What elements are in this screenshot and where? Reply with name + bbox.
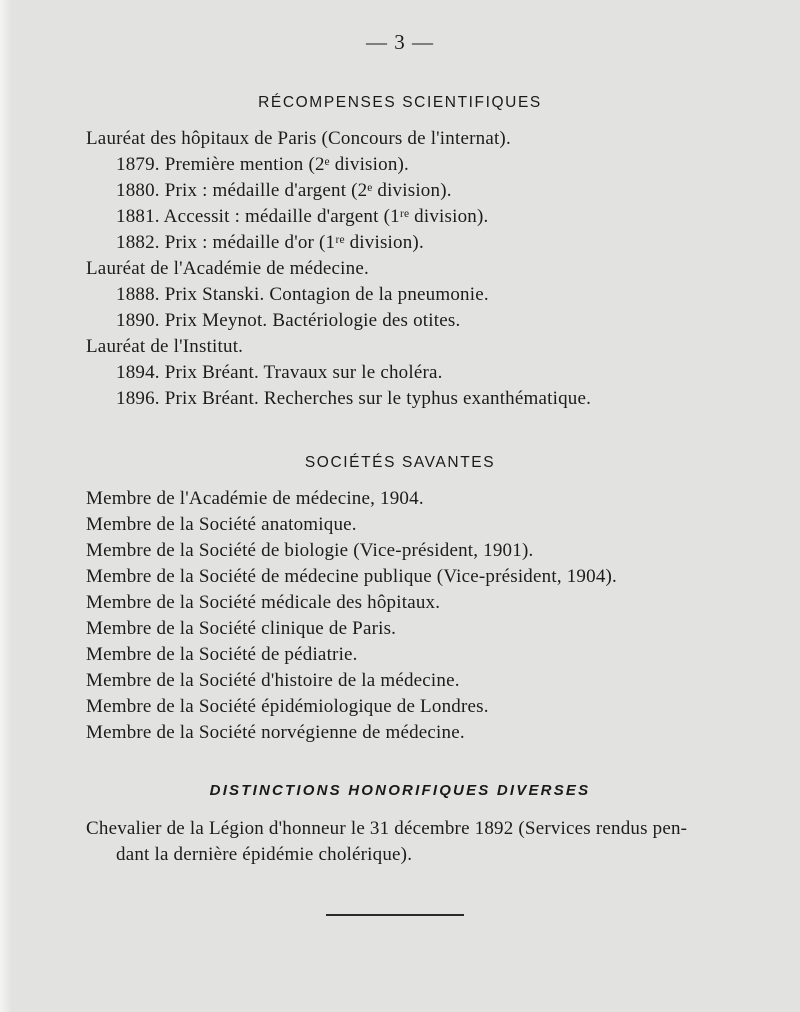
closing-rule: [326, 914, 464, 916]
section-title-distinctions: DISTINCTIONS HONORIFIQUES DIVERSES: [209, 782, 591, 799]
societe-line: Membre de la Société de pédiatrie.: [86, 644, 358, 665]
recompense-line: 1890. Prix Meynot. Bactériologie des otites.: [116, 310, 461, 331]
page-number: — 3 —: [366, 30, 434, 54]
recompense-line: Lauréat des hôpitaux de Paris (Concours de l'internat).: [86, 128, 511, 149]
societe-line: Membre de la Société de biologie (Vice-président, 1901).: [86, 540, 534, 561]
distinction-line: dant la dernière épidémie cholérique).: [116, 844, 413, 865]
recompense-line: 1882. Prix : médaille d'or (1ʳᵉ division).: [116, 232, 424, 253]
recompense-line: Lauréat de l'Académie de médecine.: [86, 258, 369, 279]
section-title-societes: SOCIÉTÉS SAVANTES: [304, 454, 496, 471]
societe-line: Membre de la Société d'histoire de la médecine.: [86, 670, 460, 691]
societe-line: Membre de la Société anatomique.: [86, 514, 357, 535]
societe-line: Membre de l'Académie de médecine, 1904.: [86, 488, 424, 509]
recompense-line: 1896. Prix Bréant. Recherches sur le typhus exanthématique.: [116, 388, 592, 409]
societe-line: Membre de la Société médicale des hôpitaux.: [86, 592, 441, 613]
recompense-line: 1888. Prix Stanski. Contagion de la pneumonie.: [116, 284, 489, 305]
societe-line: Membre de la Société norvégienne de médecine.: [86, 722, 465, 743]
page-edge: [0, 0, 12, 1012]
recompense-line: 1879. Première mention (2ᵉ division).: [116, 154, 410, 175]
societe-line: Membre de la Société de médecine publique (Vice-président, 1904).: [86, 566, 618, 587]
distinction-line: Chevalier de la Légion d'honneur le 31 décembre 1892 (Services rendus pen-: [86, 818, 688, 839]
recompense-line: 1894. Prix Bréant. Travaux sur le choléra.: [116, 362, 443, 383]
section-title-recompenses: RÉCOMPENSES SCIENTIFIQUES: [258, 94, 542, 111]
recompense-line: 1880. Prix : médaille d'argent (2ᵉ division).: [116, 180, 452, 201]
societe-line: Membre de la Société clinique de Paris.: [86, 618, 397, 639]
societe-line: Membre de la Société épidémiologique de Londres.: [86, 696, 489, 717]
recompense-line: 1881. Accessit : médaille d'argent (1ʳᵉ division).: [116, 206, 489, 227]
recompense-line: Lauréat de l'Institut.: [86, 336, 244, 357]
